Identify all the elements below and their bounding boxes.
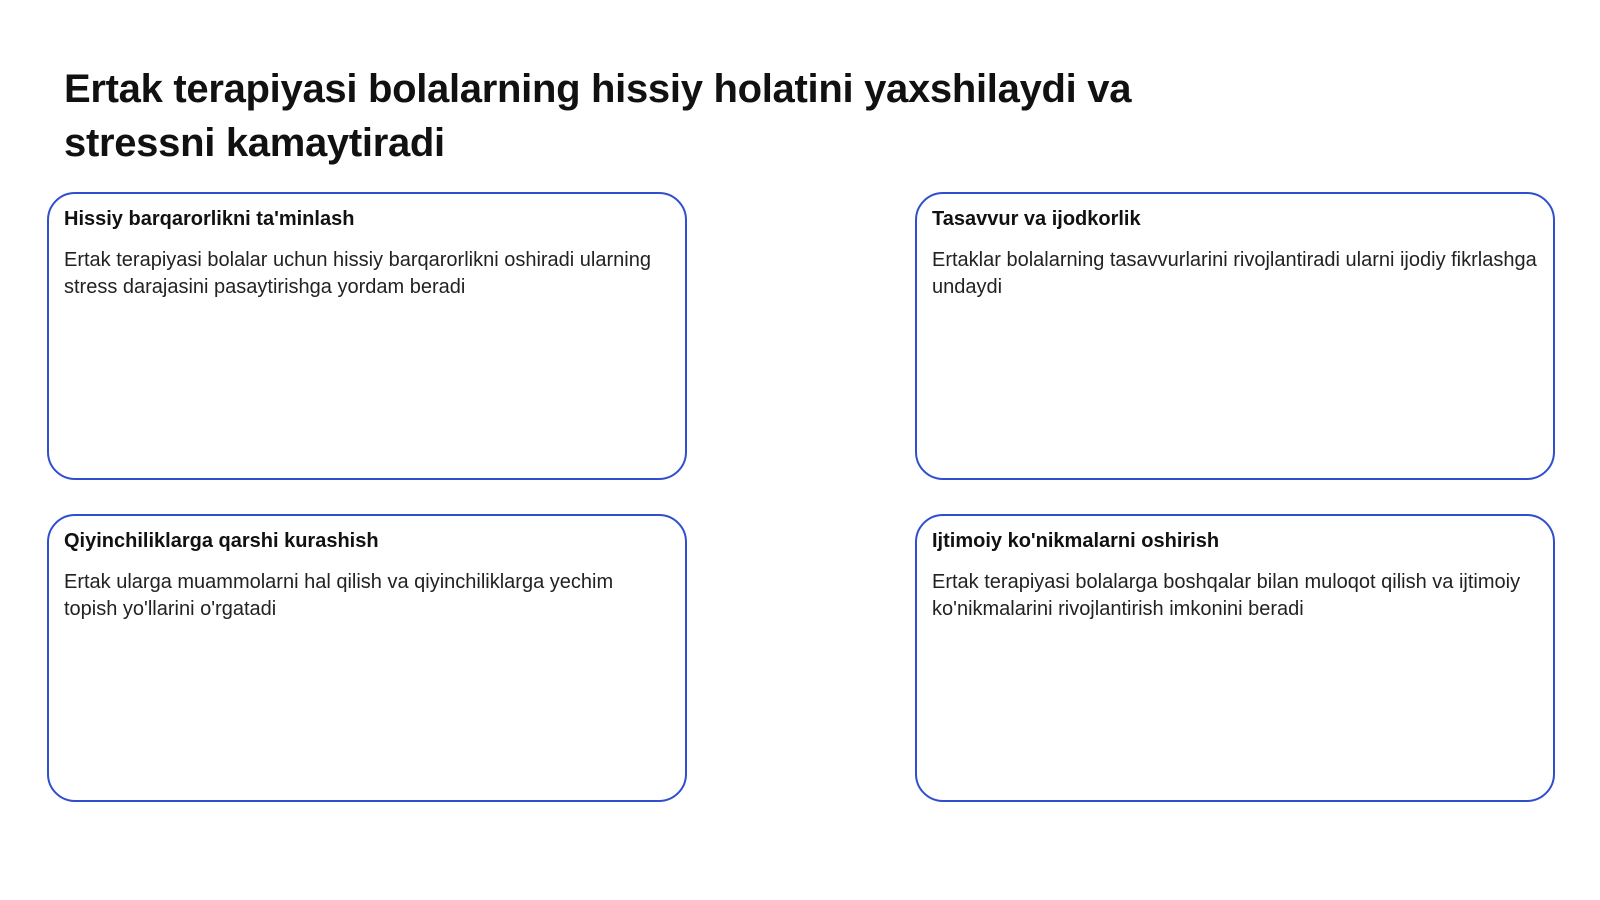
card-heading: Tasavvur va ijodkorlik [932,208,1141,230]
card-coping-challenges [47,514,687,802]
slide-title: Ertak terapiyasi bolalarning hissiy holatini yaxshilaydi va stressni kamaytiradi [64,67,1132,165]
card-text: Ertaklar bolalarning tasavvurlarini rivojlantiradi ularni ijodiy fikrlashga undaydi [932,249,1537,298]
card-heading: Ijtimoiy ko'nikmalarni oshirish [932,530,1220,552]
card-emotional-stability [47,192,687,480]
card-text: Ertak terapiyasi bolalarga boshqalar bilan muloqot qilish va ijtimoiy ko'nikmalarini rivojlantirish imkonini beradi [932,571,1521,620]
card-social-skills [915,514,1555,802]
card-heading: Hissiy barqarorlikni ta'minlash [64,208,355,230]
card-text: Ertak terapiyasi bolalar uchun hissiy barqarorlikni oshiradi ularning stress darajasini pasaytirishga yordam beradi [64,249,651,298]
card-text: Ertak ularga muammolarni hal qilish va qiyinchiliklarga yechim topish yo'llarini o'rgatadi [64,571,614,620]
card-heading: Qiyinchiliklarga qarshi kurashish [64,530,379,552]
card-imagination-creativity [915,192,1555,480]
